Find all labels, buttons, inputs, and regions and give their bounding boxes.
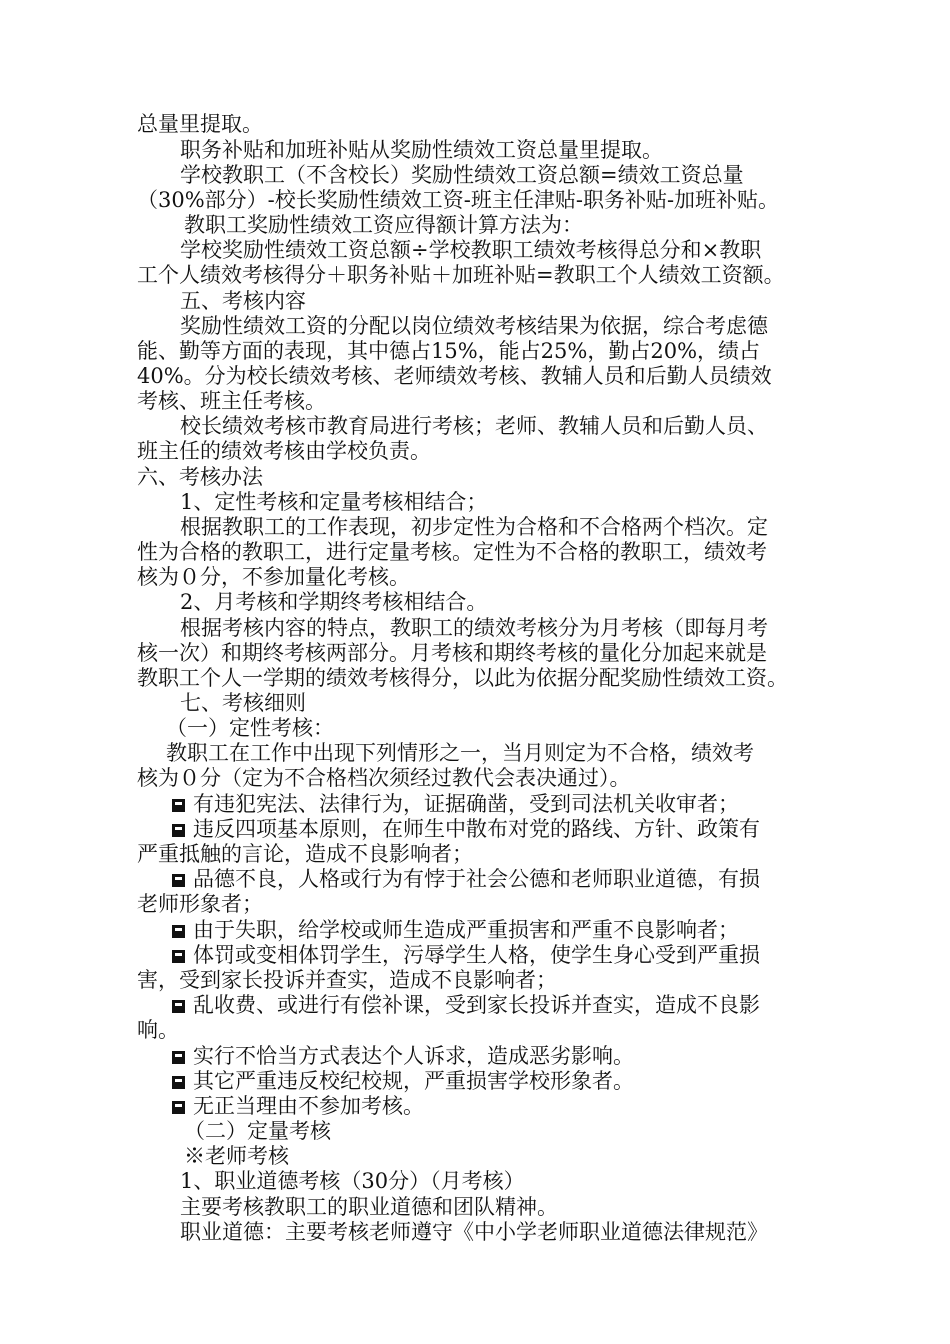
list-item bbox=[172, 992, 760, 1018]
list-item bbox=[172, 1043, 634, 1069]
list-item-text: 其它严重违反校纪校规，严重损害学校形象者。 bbox=[193, 1069, 634, 1093]
text-line: 根据教职工的工作表现，初步定性为合格和不合格两个档次。定 bbox=[180, 515, 768, 539]
text-line: 根据考核内容的特点，教职工的绩效考核分为月考核（即每月考 bbox=[180, 616, 768, 640]
list-item bbox=[172, 1068, 634, 1094]
list-item bbox=[172, 917, 739, 943]
list-item bbox=[172, 866, 760, 892]
text-line: 奖励性绩效工资的分配以岗位绩效考核结果为依据，综合考虑德 bbox=[180, 314, 768, 338]
text-line: 工个人绩效考核得分＋职务补贴＋加班补贴=教职工个人绩效工资额。 bbox=[137, 263, 785, 287]
subsection-heading: （一）定性考核： bbox=[166, 716, 334, 740]
text-line: 老师形象者； bbox=[137, 892, 263, 916]
text-line: 响。 bbox=[137, 1018, 179, 1042]
floppy-disk-icon bbox=[172, 799, 185, 812]
floppy-disk-icon bbox=[172, 1101, 185, 1114]
text-line: 职业道德：主要考核老师遵守《中小学老师职业道德法律规范》 bbox=[180, 1220, 768, 1244]
text-line: 1、定性考核和定量考核相结合； bbox=[180, 490, 488, 514]
list-item bbox=[172, 1093, 424, 1119]
subsection-heading: （二）定量考核 bbox=[184, 1119, 331, 1143]
text-line: 学校奖励性绩效工资总额÷学校教职工绩效考核得总分和×教职 bbox=[180, 238, 762, 262]
text-line: 教职工在工作中出现下列情形之一，当月则定为不合格，绩效考 bbox=[166, 741, 754, 765]
text-line: 严重抵触的言论，造成不良影响者； bbox=[137, 842, 473, 866]
text-line: 总量里提取。 bbox=[137, 112, 263, 136]
section-heading: 七、考核细则 bbox=[180, 691, 306, 715]
text-line: 学校教职工（不含校长）奖励性绩效工资总额=绩效工资总量 bbox=[180, 163, 744, 187]
floppy-disk-icon bbox=[172, 1076, 185, 1089]
section-heading: 五、考核内容 bbox=[180, 289, 306, 313]
text-line: 职务补贴和加班补贴从奖励性绩效工资总量里提取。 bbox=[180, 138, 663, 162]
text-line: 主要考核教职工的职业道德和团队精神。 bbox=[180, 1195, 558, 1219]
text-line: 核一次）和期终考核两部分。月考核和期终考核的量化分加起来就是 bbox=[137, 641, 767, 665]
text-line: 害，受到家长投诉并查实，造成不良影响者； bbox=[137, 968, 557, 992]
list-item bbox=[172, 791, 739, 817]
text-line: 1、职业道德考核（30分）（月考核） bbox=[180, 1169, 525, 1193]
text-line: 能、勤等方面的表现，其中德占15%，能占25%，勤占20%，绩占 bbox=[137, 339, 761, 363]
text-line: 考核、班主任考核。 bbox=[137, 389, 326, 413]
list-item-text: 无正当理由不参加考核。 bbox=[193, 1094, 424, 1118]
text-line: 班主任的绩效考核由学校负责。 bbox=[137, 439, 431, 463]
list-item bbox=[172, 816, 760, 842]
text-line: 教职工奖励性绩效工资应得额计算方法为： bbox=[184, 213, 583, 237]
text-line: 性为合格的教职工，进行定量考核。定性为不合格的教职工，绩效考 bbox=[137, 540, 767, 564]
list-item-text: 体罚或变相体罚学生，污辱学生人格，使学生身心受到严重损 bbox=[193, 943, 760, 967]
floppy-disk-icon bbox=[172, 874, 185, 887]
text-line: 校长绩效考核市教育局进行考核；老师、教辅人员和后勤人员、 bbox=[180, 414, 768, 438]
text-line: 教职工个人一学期的绩效考核得分，以此为依据分配奖励性绩效工资。 bbox=[137, 666, 788, 690]
list-item-text: 有违犯宪法、法律行为，证据确凿，受到司法机关收审者； bbox=[193, 792, 739, 816]
subsection-heading: ※老师考核 bbox=[184, 1144, 289, 1168]
floppy-disk-icon bbox=[172, 950, 185, 963]
list-item-text: 违反四项基本原则，在师生中散布对党的路线、方针、政策有 bbox=[193, 817, 760, 841]
floppy-disk-icon bbox=[172, 824, 185, 837]
floppy-disk-icon bbox=[172, 925, 185, 938]
text-line: 核为０分（定为不合格档次须经过教代会表决通过）。 bbox=[137, 766, 631, 790]
section-heading: 六、考核办法 bbox=[137, 465, 263, 489]
text-line: 2、月考核和学期终考核相结合。 bbox=[180, 590, 488, 614]
list-item-text: 品德不良，人格或行为有悖于社会公德和老师职业道德，有损 bbox=[193, 867, 760, 891]
list-item-text: 由于失职，给学校或师生造成严重损害和严重不良影响者； bbox=[193, 918, 739, 942]
floppy-disk-icon bbox=[172, 1000, 185, 1013]
list-item-text: 乱收费、或进行有偿补课，受到家长投诉并查实，造成不良影 bbox=[193, 993, 760, 1017]
text-line: （30%部分）-校长奖励性绩效工资-班主任津贴-职务补贴-加班补贴。 bbox=[137, 188, 780, 212]
floppy-disk-icon bbox=[172, 1051, 185, 1064]
text-line: 40%。分为校长绩效考核、老师绩效考核、教辅人员和后勤人员绩效 bbox=[137, 364, 772, 388]
list-item-text: 实行不恰当方式表达个人诉求，造成恶劣影响。 bbox=[193, 1044, 634, 1068]
list-item bbox=[172, 942, 760, 968]
text-line: 核为０分，不参加量化考核。 bbox=[137, 565, 410, 589]
